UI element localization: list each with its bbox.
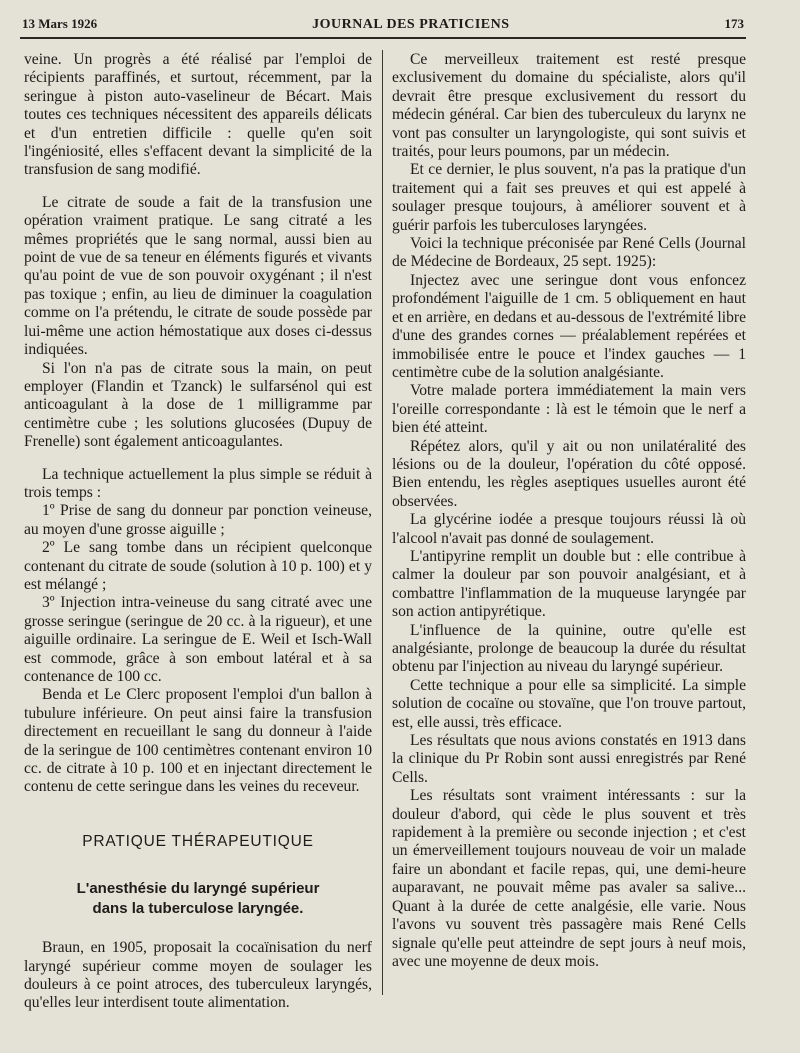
right-column [392,51,746,971]
paragraph: L'influence de la quinine, outre qu'elle est analgésiante, prolonge de beaucoup la durée du résultat obtenu par l'injection au niveau du laryngé supérieur. [392,621,746,676]
left-column [24,51,372,1013]
section-title: PRATIQUE THÉRAPEUTIQUE [82,832,314,850]
article-title [24,879,372,919]
paragraph: Répétez alors, qu'il y ait ou non unilatéralité des lésions ou de la douleur, l'opération du côté opposé. Bien entendu, les règles aseptiques usuelles auront été observées. [392,437,746,510]
paragraph: La technique actuellement la plus simple se réduit à trois temps : [24,465,372,501]
column-divider [382,50,383,995]
paragraph: Si l'on n'a pas de citrate sous la main, on peut employer (Flandin et Tzanck) le sulfarsénol qui est anticoagulant à la dose de 1 milligramme par centimètre cube ; les solutions glucosées (Dupuy de Frenelle) sont également anticoagulantes. [24,359,372,451]
paragraph: Voici la technique préconisée par René Cells (Journal de Médecine de Bordeaux, 25 sept. 1925): [392,235,746,271]
paragraph: La glycérine iodée a presque toujours réussi là où l'alcool n'avait pas donné de soulagement. [392,511,746,547]
page-number: 173 [724,16,744,31]
header-rule [20,37,746,39]
paragraph: L'antipyrine remplit un double but : elle contribue à calmer la douleur par son pouvoir analgésiant, et à combattre l'inflammation de la muqueuse laryngée par son action antipyrétique. [392,547,746,621]
paragraph: Les résultats que nous avions constatés en 1913 dans la clinique du Pr Robin sont aussi enregistrés par René Cells. [392,732,746,786]
paragraph: Votre malade portera immédiatement la main vers l'oreille correspondante : là est le témoin que le nerf a bien été atteint. [392,382,746,437]
paragraph: Braun, en 1905, proposait la cocaïnisation du nerf laryngé supérieur comme moyen de soulager les douleurs à ce point atroces, des tuberculeux laryngés, qu'elles leur interdisent toute alimentation. [24,939,372,1012]
journal-title: JOURNAL DES PRATICIENS [312,17,510,32]
paragraph: veine. Un progrès a été réalisé par l'emploi de récipients paraffinés, et surtout, récemment, par la seringue à piston auto-vaselineur de Bécart. Mais toutes ces techniques nécessitent des appareils délicats et d'un entretien difficile : quelle qu'en soit l'ingéniosité, elles s'effacent devant la simplicité de la transfusion de sang modifié. [24,51,372,179]
paragraph: Le citrate de soude a fait de la transfusion une opération vraiment pratique. Le sang citraté a les mêmes propriétés que le sang normal, aussi bien au point de vue de sa teneur en éléments figurés et vivants qu'au point de vue de son pouvoir oxygénant ; il n'est pas toxique ; enfin, au lieu de diminuer la coagulation comme on l'a prétendu, le citrate de soude possède par lui-même une action hémostatique aux doses ci-dessus indiquées. [24,193,372,359]
article-title-line: dans la tuberculose laryngée. [92,900,304,918]
paragraph: Cette technique a pour elle sa simplicité. La simple solution de cocaïne ou stovaïne, que l'on trouve partout, est, elle aussi, très efficace. [392,676,746,731]
paragraph: Les résultats sont vraiment intéressants : sur la douleur d'abord, qui cède le plus souvent et très rapidement à la première ou seconde injection ; et c'est un émerveillement toujours nouveau de voir un malade faire un abondant et facile repas, qui, une demi-heure auparavant, ne pouvait même pas avaler sa salive... Quant à la durée de cette analgésie, elle varie. Nous l'avons vu souvent très passagère mais René Cells signale qu'elle peut atteindre de sept jours à neuf mois, avec une moyenne de deux mois. [392,787,746,970]
article-title-line: L'anesthésie du laryngé supérieur [76,880,320,898]
list-item: 3º Injection intra-veineuse du sang citraté avec une grosse seringue (seringue de 20 cc. à la rigueur), et une aiguille ordinaire. La seringue de E. Weil et Isch-Wall est commode, grâce à son embout latéral et à sa contenance de 100 cc. [24,594,372,685]
list-item: 1º Prise de sang du donneur par ponction veineuse, au moyen d'une grosse aiguille ; [24,502,372,538]
paragraph: Benda et Le Clerc proposent l'emploi d'un ballon à tubulure inférieure. On peut ainsi faire la transfusion directement en recueillant le sang du donneur à l'aide de la seringue de 100 centimètres contenant environ 10 cc. de citrate à 10 p. 100 et en injectant directement le contenu de cette seringue dans les veines du receveur. [24,686,372,796]
list-item: 2º Le sang tombe dans un récipient quelconque contenant du citrate de soude (solution à 10 p. 100) et y est mélangé ; [24,539,372,593]
paragraph: Injectez avec une seringue dont vous enfoncez profondément l'aiguille de 1 cm. 5 obliquement en haut et en arrière, en dedans et au-dessous de l'extrémité libre d'une des grandes cornes — préalablement repérées et immobilisée entre le pouce et l'index gauches — 1 centimètre cube de la solution analgésiante. [392,271,746,381]
header-date: 13 Mars 1926 [22,16,98,31]
paragraph: Ce merveilleux traitement est resté presque exclusivement du domaine du spécialiste, alors qu'il devrait être presque exclusivement du ressort du médecin général. Car bien des tuberculeux du larynx ne vont pas consulter un laryngologiste, qui sont suivis et traités, pour leurs poumons, par un médecin. [392,51,746,161]
paragraph: Et ce dernier, le plus souvent, n'a pas la pratique d'un traitement qui a fait ses preuves et qui est appelé à soulager presque toujours, à améliorer souvent et à guérir parfois les tuberculoses laryngées. [392,161,746,234]
